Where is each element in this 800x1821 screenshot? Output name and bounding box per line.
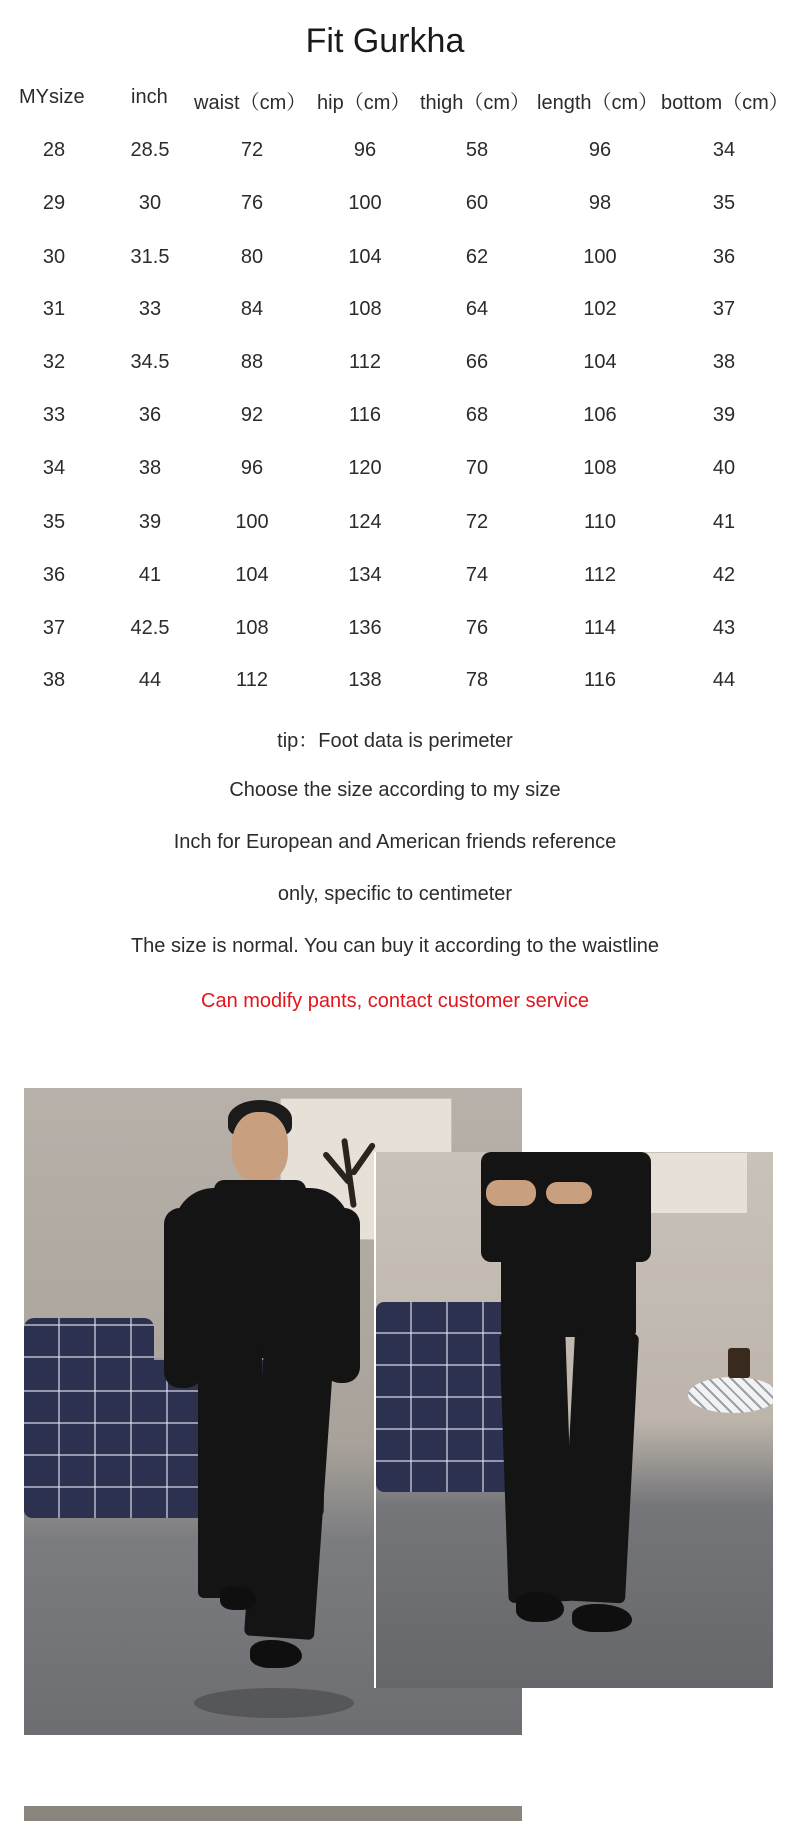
modify-pants-note: Can modify pants, contact customer service (201, 990, 589, 1012)
cell-bottom: 42 (712, 564, 736, 586)
cell-thigh: 58 (465, 139, 489, 161)
cell-waist: 108 (235, 617, 269, 639)
model-crossed-arms-photo (376, 1152, 773, 1688)
cell-length: 106 (583, 404, 617, 426)
cell-bottom: 38 (712, 351, 736, 373)
cell-waist: 92 (240, 404, 264, 426)
cell-bottom: 43 (712, 617, 736, 639)
cell-bottom: 39 (712, 404, 736, 426)
cell-inch: 44 (138, 669, 162, 691)
cell-mysize: 32 (42, 351, 66, 373)
cell-mysize: 34 (42, 457, 66, 479)
cell-mysize: 29 (42, 192, 66, 214)
cell-length: 112 (584, 564, 616, 586)
cell-waist: 112 (236, 669, 268, 691)
cell-hip: 104 (348, 246, 382, 268)
header-thigh: thigh（cm） (420, 92, 531, 114)
cell-hip: 116 (349, 404, 381, 426)
tip-note: tip：Foot data is perimeter (277, 730, 513, 752)
cell-thigh: 72 (465, 511, 489, 533)
cell-hip: 138 (348, 669, 382, 691)
header-mysize: MYsize (19, 86, 85, 108)
inch-reference-note: Inch for European and American friends reference (173, 831, 617, 853)
cell-inch: 39 (138, 511, 162, 533)
cell-thigh: 76 (465, 617, 489, 639)
cell-length: 110 (584, 511, 616, 533)
cell-waist: 72 (240, 139, 264, 161)
cell-mysize: 38 (42, 669, 66, 691)
cell-mysize: 35 (42, 511, 66, 533)
cell-bottom: 40 (712, 457, 736, 479)
cell-inch: 28.5 (130, 139, 170, 161)
cell-mysize: 31 (42, 298, 66, 320)
cell-bottom: 41 (712, 511, 736, 533)
header-waist: waist（cm） (194, 92, 307, 114)
page-title: Fit Gurkha (305, 22, 465, 60)
cell-bottom: 44 (712, 669, 736, 691)
cell-mysize: 28 (42, 139, 66, 161)
choose-size-note: Choose the size according to my size (229, 779, 561, 801)
cell-length: 116 (584, 669, 616, 691)
header-length: length（cm） (537, 92, 659, 114)
cell-hip: 96 (353, 139, 377, 161)
cell-waist: 80 (240, 246, 264, 268)
cell-waist: 88 (240, 351, 264, 373)
cell-inch: 33 (138, 298, 162, 320)
cell-hip: 100 (348, 192, 382, 214)
cell-length: 96 (588, 139, 612, 161)
cell-inch: 34.5 (130, 351, 170, 373)
cell-waist: 84 (240, 298, 264, 320)
cell-waist: 100 (235, 511, 269, 533)
cell-mysize: 37 (42, 617, 66, 639)
header-inch: inch (131, 86, 168, 108)
cell-thigh: 78 (465, 669, 489, 691)
cell-hip: 120 (348, 457, 382, 479)
cell-length: 108 (583, 457, 617, 479)
cell-hip: 124 (348, 511, 382, 533)
cell-length: 104 (583, 351, 617, 373)
cell-hip: 112 (349, 351, 381, 373)
cell-length: 100 (583, 246, 617, 268)
cell-bottom: 35 (712, 192, 736, 214)
cell-inch: 42.5 (130, 617, 170, 639)
cell-thigh: 74 (465, 564, 489, 586)
cell-length: 98 (588, 192, 612, 214)
cell-thigh: 60 (465, 192, 489, 214)
cell-thigh: 64 (465, 298, 489, 320)
cell-inch: 36 (138, 404, 162, 426)
cell-inch: 31.5 (130, 246, 170, 268)
cell-waist: 104 (235, 564, 269, 586)
cell-length: 114 (584, 617, 616, 639)
cell-length: 102 (583, 298, 617, 320)
header-bottom: bottom（cm） (661, 92, 789, 114)
cell-hip: 108 (348, 298, 382, 320)
cell-thigh: 68 (465, 404, 489, 426)
cell-waist: 76 (240, 192, 264, 214)
centimeter-note: only, specific to centimeter (277, 883, 513, 905)
cell-inch: 41 (138, 564, 162, 586)
cell-mysize: 30 (42, 246, 66, 268)
cell-thigh: 66 (465, 351, 489, 373)
cell-bottom: 34 (712, 139, 736, 161)
cell-inch: 38 (138, 457, 162, 479)
cell-mysize: 33 (42, 404, 66, 426)
cell-mysize: 36 (42, 564, 66, 586)
cell-hip: 134 (348, 564, 382, 586)
cell-bottom: 36 (712, 246, 736, 268)
cell-bottom: 37 (712, 298, 736, 320)
header-hip: hip（cm） (317, 92, 411, 114)
cell-inch: 30 (138, 192, 162, 214)
cell-thigh: 62 (465, 246, 489, 268)
cell-hip: 136 (348, 617, 382, 639)
waistline-note: The size is normal. You can buy it according to the waistline (130, 935, 660, 957)
next-photo-edge (24, 1806, 522, 1821)
cell-waist: 96 (240, 457, 264, 479)
cell-thigh: 70 (465, 457, 489, 479)
